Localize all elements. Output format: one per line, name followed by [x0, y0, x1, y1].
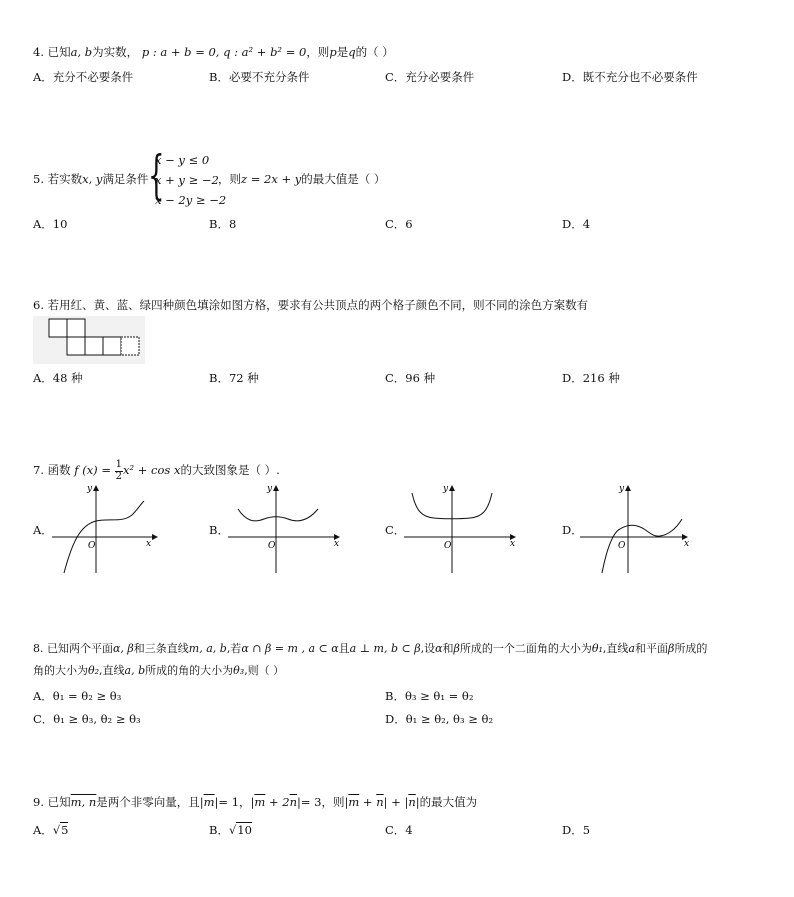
q8-text: 所成的角的大小为: [145, 664, 234, 677]
q5-stem-text-2: 满足条件: [102, 172, 149, 186]
q9-text: 是两个非零向量，且: [96, 795, 200, 809]
q9-abs-m-plus-2n: $|\overline{m} + 2\overline{n}|$: [250, 795, 301, 809]
x-label: x: [510, 539, 516, 549]
q8-stem-line1: [33, 643, 707, 654]
q4-q: q: [348, 45, 356, 59]
q9-option-b-letter: B．: [209, 823, 229, 837]
q8-option-a[interactable]: A．θ₁ = θ₂ ≥ θ₃: [33, 689, 122, 703]
q8-text: 角的大小为: [33, 664, 88, 677]
sqrt-icon: √: [228, 823, 237, 837]
q6-stem: 6. 若用红、黄、蓝、绿四种颜色填涂如图方格，要求有公共顶点的两个格子颜色不同，则不同的涂色方案数有: [33, 298, 589, 312]
q9-text: 9. 已知: [33, 795, 71, 809]
q8-text: ,若: [226, 642, 242, 655]
q8-stem-line2: [33, 665, 284, 676]
y-axis-arrow: [93, 485, 99, 491]
q4-stem-text-3: ，则: [306, 45, 330, 59]
y-axis-arrow: [273, 485, 279, 491]
origin-label: O: [618, 541, 626, 551]
q7-stem-text-2: 的大致图象是（ ）.: [180, 463, 280, 477]
q9-text: = 3，则: [300, 795, 345, 809]
sqrt-icon: √: [52, 823, 61, 837]
q8-option-c[interactable]: C．θ₁ ≥ θ₃, θ₂ ≥ θ₃: [33, 712, 141, 726]
q5-option-c[interactable]: C．6: [385, 217, 413, 231]
q7-stem: [33, 460, 280, 482]
origin-label: O: [268, 541, 276, 551]
origin-label: O: [88, 541, 96, 551]
q8-text: 8. 已知两个平面: [33, 642, 113, 655]
q4-option-b[interactable]: B．必要不充分条件: [209, 70, 310, 84]
q7-stem-text: 7. 函数: [33, 463, 71, 477]
y-label: y: [619, 484, 625, 494]
q6-cell: [49, 319, 67, 337]
q8-text: ,直线: [602, 642, 629, 655]
q9-text: = 1，: [218, 795, 251, 809]
y-label: y: [87, 484, 93, 494]
q7-fraction: [115, 460, 123, 482]
y-axis-arrow: [449, 485, 455, 491]
q5-stem-text-4: 的最大值是（ ）: [301, 172, 386, 186]
q8-beta: β: [667, 642, 675, 655]
q7-option-c-label[interactable]: C．: [385, 523, 406, 537]
q9-stem: [33, 797, 477, 809]
q5-stem-text-3: ，则: [218, 172, 241, 186]
q6-grid-figure: [33, 316, 145, 364]
q5-math: z = 2x + y: [241, 172, 302, 186]
q8-text: 和三条直线: [133, 642, 189, 655]
q7-frac-num: 1: [115, 459, 122, 470]
q4-vars: a, b: [70, 45, 93, 59]
x-label: x: [146, 539, 152, 549]
q5-stem-text: 5. 若实数: [33, 172, 83, 186]
q4-stem-text-5: 的（ ）: [355, 45, 394, 59]
q5-option-d[interactable]: D．4: [562, 217, 591, 231]
q9-option-b[interactable]: [209, 822, 252, 838]
q4-option-d[interactable]: D．既不充分也不必要条件: [562, 70, 698, 84]
q4-option-c[interactable]: C．充分必要条件: [385, 70, 475, 84]
y-label: y: [267, 484, 273, 494]
q9-option-d[interactable]: D．5: [562, 823, 591, 837]
q4-stem-text-2: 为实数，: [92, 45, 139, 59]
q4-math: p : a + b = 0, q : a² + b² = 0: [141, 45, 307, 59]
q8-text: 和: [442, 642, 454, 655]
q8-line-a: a: [628, 642, 635, 655]
q8-option-b[interactable]: B．θ₃ ≥ θ₁ = θ₂: [385, 689, 474, 703]
q8-lines-ab: a, b: [124, 664, 146, 677]
q8-text: 和平面: [634, 642, 668, 655]
q9-sqrt-10: 10: [237, 823, 252, 837]
q6-option-b[interactable]: B．72 种: [209, 371, 259, 385]
q8-text: ,直线: [99, 664, 125, 677]
q4-p: p: [329, 45, 337, 59]
q9-option-c[interactable]: C．4: [385, 823, 413, 837]
q7-option-a-label[interactable]: A．: [33, 523, 53, 537]
q5-stem-tail: [218, 174, 385, 186]
q8-beta: β: [453, 642, 460, 655]
q6-option-c[interactable]: C．96 种: [385, 371, 436, 385]
x-label: x: [334, 539, 340, 549]
q8-theta2: θ₂: [88, 664, 100, 677]
x-axis-arrow: [152, 534, 158, 540]
q8-text: ,则（ ）: [244, 664, 285, 677]
q8-text: 且: [338, 642, 350, 655]
origin-label: O: [444, 541, 452, 551]
q5-brace: {: [148, 146, 165, 206]
q5-option-a[interactable]: A．10: [33, 217, 68, 231]
y-label: y: [443, 484, 449, 494]
q7-option-d-label[interactable]: D．: [562, 523, 583, 537]
q5-vars: x, y: [82, 172, 103, 186]
q4-stem: [33, 47, 394, 59]
q6-cell: [85, 337, 103, 355]
q8-theta3: θ₃: [233, 664, 245, 677]
q8-condition-1: α ∩ β = m , a ⊂ α: [241, 642, 339, 655]
q4-stem-text: 4. 已知: [33, 45, 71, 59]
q5-option-b[interactable]: B．8: [209, 217, 237, 231]
q8-condition-2: a ⊥ m, b ⊂ β: [349, 642, 421, 655]
q7-function-name: f (x) =: [74, 463, 111, 477]
q5-condition-2: x + y ≥ −2: [155, 173, 219, 187]
q6-cell: [103, 337, 121, 355]
q9-expression: $|\overline{m} + \overline{n}| + |\overline{n}|$: [344, 795, 420, 809]
q9-abs-m: $|\overline{m}|$: [199, 795, 219, 809]
q9-text: 的最大值为: [419, 795, 478, 809]
q6-cell: [67, 319, 85, 337]
q7-option-b-label[interactable]: B．: [209, 523, 229, 537]
q8-planes: α, β: [113, 642, 134, 655]
q8-alpha: α: [435, 642, 443, 655]
q5-condition-3: x − 2y ≥ −2: [155, 193, 227, 207]
q6-option-a[interactable]: A．48 种: [33, 371, 83, 385]
q5-stem: [33, 174, 148, 186]
q7-graph-b[interactable]: [228, 483, 348, 578]
q7-graph-d[interactable]: [580, 483, 705, 578]
q9-sqrt-5: 5: [61, 823, 69, 837]
q8-text: ,设: [420, 642, 436, 655]
q7-graph-c[interactable]: [404, 483, 534, 578]
q9-vectors: m, n: [70, 795, 97, 809]
x-label: x: [684, 539, 690, 549]
q4-option-a[interactable]: A．充分不必要条件: [33, 70, 134, 84]
q8-lines: m, a, b: [188, 642, 227, 655]
curve: [602, 519, 682, 573]
q7-frac-den: 2: [115, 470, 122, 482]
q9-option-a[interactable]: [33, 822, 68, 838]
q8-text: 所成的一个二面角的大小为: [459, 642, 592, 655]
q4-stem-text-4: 是: [336, 45, 349, 59]
q8-option-d[interactable]: D．θ₁ ≥ θ₂, θ₃ ≥ θ₂: [385, 712, 494, 726]
q7-graph-a[interactable]: [52, 483, 172, 578]
q8-theta1: θ₁: [591, 642, 603, 655]
q9-option-a-letter: A．: [33, 823, 53, 837]
q6-cell: [67, 337, 85, 355]
curve: [238, 509, 318, 521]
y-axis-arrow: [625, 485, 631, 491]
q6-cell: [121, 337, 139, 355]
q7-math: x² + cos x: [123, 463, 181, 477]
q8-text: 所成的: [674, 642, 708, 655]
q5-condition-1: x − y ≤ 0: [155, 153, 210, 167]
q6-option-d[interactable]: D．216 种: [562, 371, 620, 385]
